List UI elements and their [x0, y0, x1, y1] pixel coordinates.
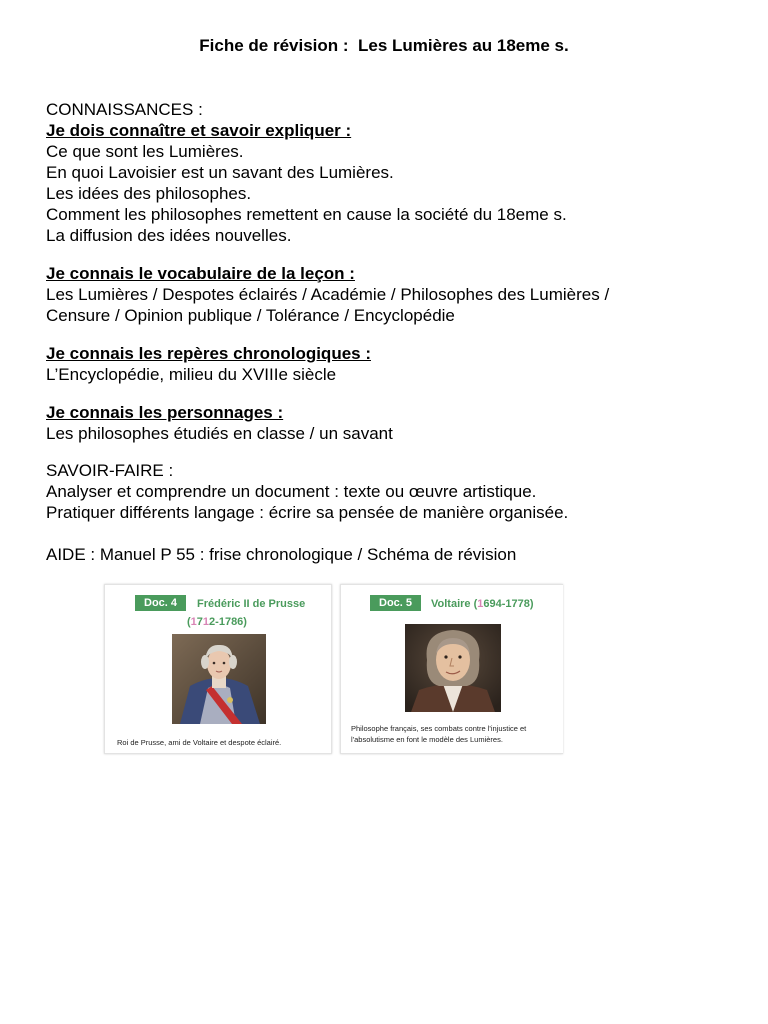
- vocabulaire-section: [46, 263, 746, 326]
- savoir-faire-label: SAVOIR-FAIRE :: [46, 461, 174, 480]
- frederic-portrait-image: [172, 634, 266, 724]
- connaissances-item: Les idées des philosophes.: [46, 184, 252, 203]
- savoir-faire-line: Pratiquer différents langage : écrire sa pensée de manière organisée.: [46, 503, 569, 522]
- page-title: Fiche de révision : Les Lumières au 18eme s.: [199, 36, 569, 55]
- connaissances-section: [46, 99, 746, 246]
- connaissances-label: CONNAISSANCES :: [46, 100, 203, 119]
- voltaire-portrait-image: [405, 624, 501, 712]
- reperes-section: [46, 343, 746, 385]
- connaissances-item: Ce que sont les Lumières.: [46, 142, 244, 161]
- savoir-faire-section: [46, 460, 746, 523]
- doc4-badge: Doc. 4: [135, 595, 186, 611]
- connaissances-item: En quoi Lavoisier est un savant des Lumières.: [46, 163, 394, 182]
- personnages-heading: Je connais les personnages :: [46, 403, 284, 422]
- doc5-badge: Doc. 5: [370, 595, 421, 611]
- doc5-card: [340, 584, 563, 754]
- doc4-dates: (1712-1786): [187, 616, 247, 628]
- connaissances-heading: Je dois connaître et savoir expliquer :: [46, 121, 352, 140]
- aide-line: AIDE : Manuel P 55 : frise chronologique / Schéma de révision: [46, 545, 517, 564]
- vocabulaire-heading: Je connais le vocabulaire de la leçon :: [46, 264, 355, 283]
- personnages-line: Les philosophes étudiés en classe / un savant: [46, 424, 393, 443]
- doc4-card: [104, 584, 332, 754]
- aide-section: [46, 544, 746, 565]
- doc5-name: Voltaire (1694-1778): [431, 598, 534, 610]
- documents-image: [104, 580, 562, 752]
- doc5-caption: Philosophe français, ses combats contre l'injustice et l'absolutisme en font le modèle des Lumières.: [351, 724, 527, 744]
- reperes-line: L’Encyclopédie, milieu du XVIIIe siècle: [46, 365, 337, 384]
- vocabulaire-line: Les Lumières / Despotes éclairés / Académie / Philosophes des Lumières /: [46, 285, 610, 304]
- doc4-caption: Roi de Prusse, ami de Voltaire et despote éclairé.: [117, 738, 282, 747]
- reperes-heading: Je connais les repères chronologiques :: [46, 344, 371, 363]
- personnages-section: [46, 402, 746, 444]
- savoir-faire-line: Analyser et comprendre un document : texte ou œuvre artistique.: [46, 482, 537, 501]
- connaissances-item: Comment les philosophes remettent en cause la société du 18eme s.: [46, 205, 567, 224]
- doc4-name: Frédéric II de Prusse: [197, 598, 306, 610]
- connaissances-item: La diffusion des idées nouvelles.: [46, 226, 292, 245]
- vocabulaire-line: Censure / Opinion publique / Tolérance / Encyclopédie: [46, 306, 455, 325]
